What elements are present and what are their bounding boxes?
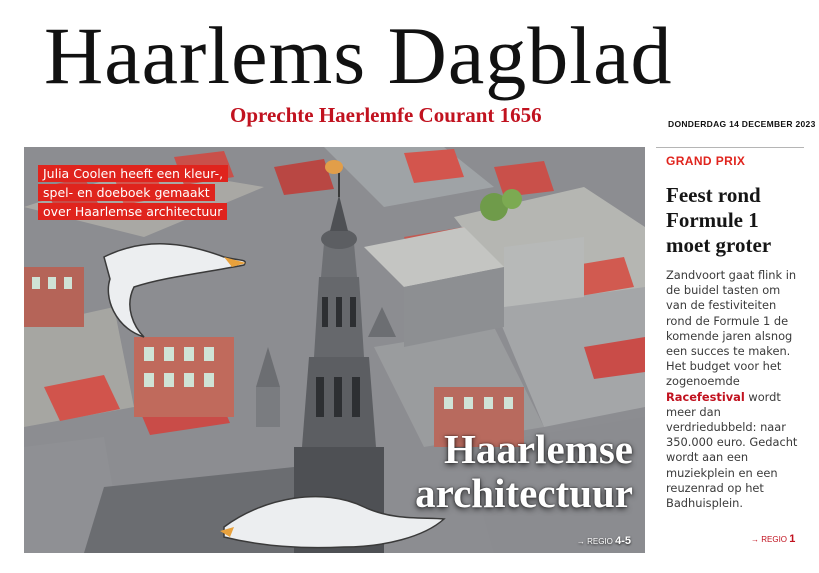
cover-caption [38, 165, 228, 222]
caption-line: Julia Coolen heeft een kleur-, [38, 165, 228, 182]
newspaper-title[interactable]: Haarlems Dagblad [44, 10, 673, 101]
article-body-text: wordt meer dan verdriedubbeld: naar 350.000 euro. Gedacht wordt aan een muziekplein en een reuzenrad op het Badhuisplein. [666, 389, 798, 511]
cover-headline-line: Haarlemse [444, 426, 633, 472]
newspaper-subtitle: Oprechte Haerlemfe Courant 1656 [230, 103, 542, 127]
cover-headline[interactable] [415, 427, 633, 515]
article-headline[interactable]: Feest rond Formule 1 moet groter [666, 183, 772, 257]
arrow-right-icon: → [751, 535, 759, 544]
section-label: REGIO [587, 537, 613, 546]
cover-headline-line: architectuur [415, 470, 633, 516]
sidebar-article[interactable] [656, 147, 804, 553]
article-body [666, 268, 804, 511]
caption-line: spel- en doeboek gemaakt [38, 184, 215, 201]
page-number: 1 [789, 533, 796, 545]
article-kicker: GRAND PRIX [666, 154, 746, 168]
caption-line: over Haarlemse architectuur [38, 203, 227, 220]
article-body-text: Zandvoort gaat flink in de buidel tasten om van de festiviteiten rond de Formule 1 de komende jaren alsnog een succes te maken. Het budget voor het zogenoemde [666, 268, 797, 389]
issue-date: DONDERDAG 14 DECEMBER 2023 [668, 119, 816, 129]
masthead [0, 0, 819, 140]
divider [656, 147, 804, 148]
cover-story[interactable] [24, 147, 645, 553]
cover-page-reference[interactable] [577, 535, 631, 547]
section-label: REGIO [761, 535, 788, 544]
article-page-reference[interactable] [751, 533, 795, 545]
arrow-right-icon: → [576, 537, 585, 546]
page-numbers: 4-5 [615, 535, 631, 547]
highlighted-term: Racefestival [666, 389, 745, 404]
